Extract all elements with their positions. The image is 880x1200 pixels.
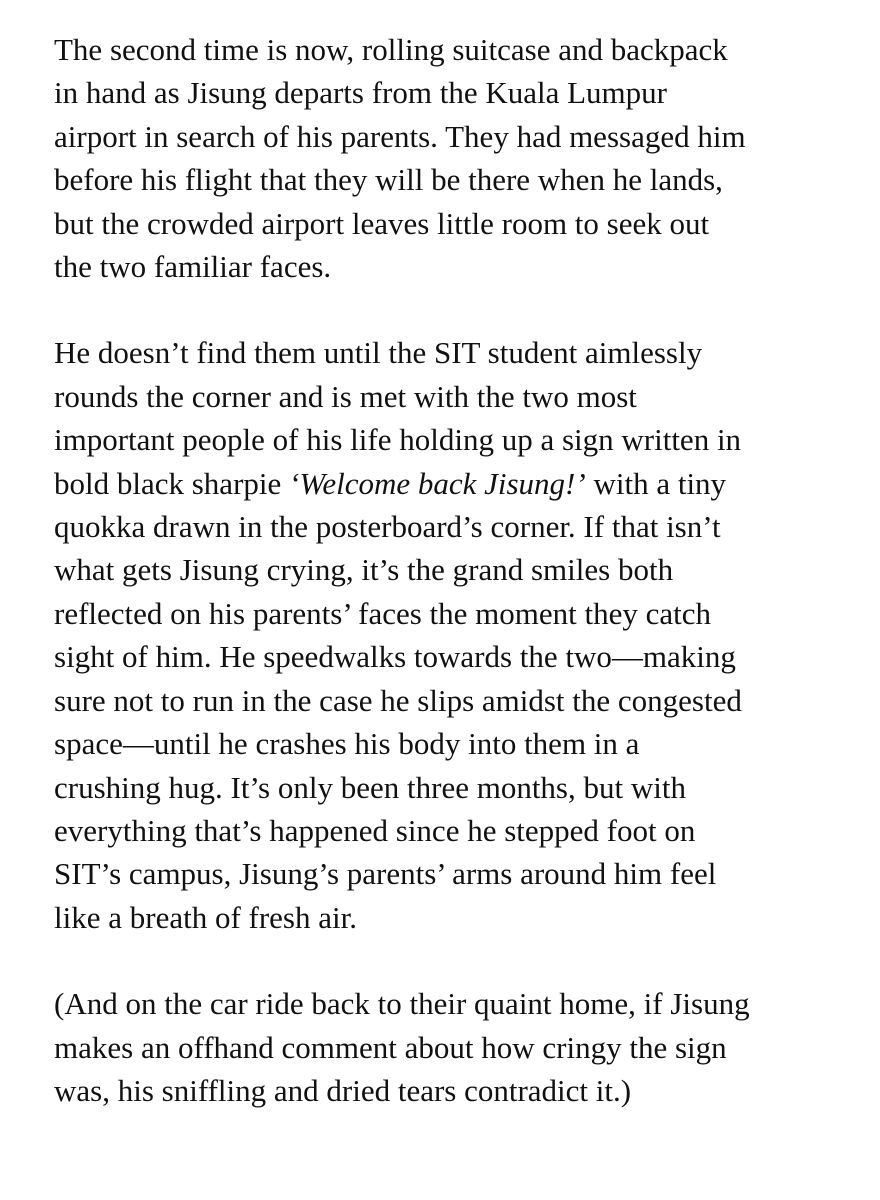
- text-line: reflected on his parents’ faces the moment they catch: [54, 595, 712, 631]
- paragraph-reunion: [54, 331, 840, 939]
- text-line: space—until he crashes his body into them in a: [54, 726, 640, 762]
- paragraph-car-ride: [54, 982, 840, 1112]
- text-line: like a breath of fresh air.: [54, 899, 357, 935]
- text-line: everything that’s happened since he stepped foot on: [54, 812, 696, 848]
- text-line: SIT’s campus, Jisung’s parents’ arms around him feel: [54, 856, 717, 892]
- text-line-with-italic: [54, 462, 840, 505]
- text-line: sight of him. He speedwalks towards the two—making: [54, 639, 736, 675]
- text-segment: with a tiny: [585, 465, 727, 501]
- text-line: the two familiar faces.: [54, 249, 332, 285]
- text-line: He doesn’t find them until the SIT student aimlessly: [54, 335, 703, 371]
- text-segment: bold black sharpie: [54, 465, 290, 501]
- text-line: quokka drawn in the posterboard’s corner. If that isn’t: [54, 509, 721, 545]
- text-line: makes an offhand comment about how cringy the sign: [54, 1029, 727, 1065]
- text-line: was, his sniffling and dried tears contradict it.): [54, 1072, 632, 1108]
- text-line: in hand as Jisung departs from the Kuala Lumpur: [54, 75, 667, 111]
- text-line: crushing hug. It’s only been three months, but with: [54, 769, 686, 805]
- text-line: (And on the car ride back to their quaint home, if Jisung: [54, 986, 750, 1022]
- text-line: The second time is now, rolling suitcase and backpack: [54, 32, 728, 67]
- text-line: but the crowded airport leaves little room to seek out: [54, 205, 710, 241]
- paragraph-arrival: [54, 28, 840, 288]
- text-line: important people of his life holding up a sign written in: [54, 422, 742, 458]
- text-line: what gets Jisung crying, it’s the grand smiles both: [54, 552, 674, 588]
- text-line: sure not to run in the case he slips amidst the congested: [54, 682, 742, 718]
- sign-text-italic: ‘Welcome back Jisung!’: [289, 465, 586, 501]
- text-line: before his flight that they will be there when he lands,: [54, 162, 723, 198]
- text-line: airport in search of his parents. They had messaged him: [54, 118, 746, 154]
- text-line: rounds the corner and is met with the two most: [54, 378, 637, 414]
